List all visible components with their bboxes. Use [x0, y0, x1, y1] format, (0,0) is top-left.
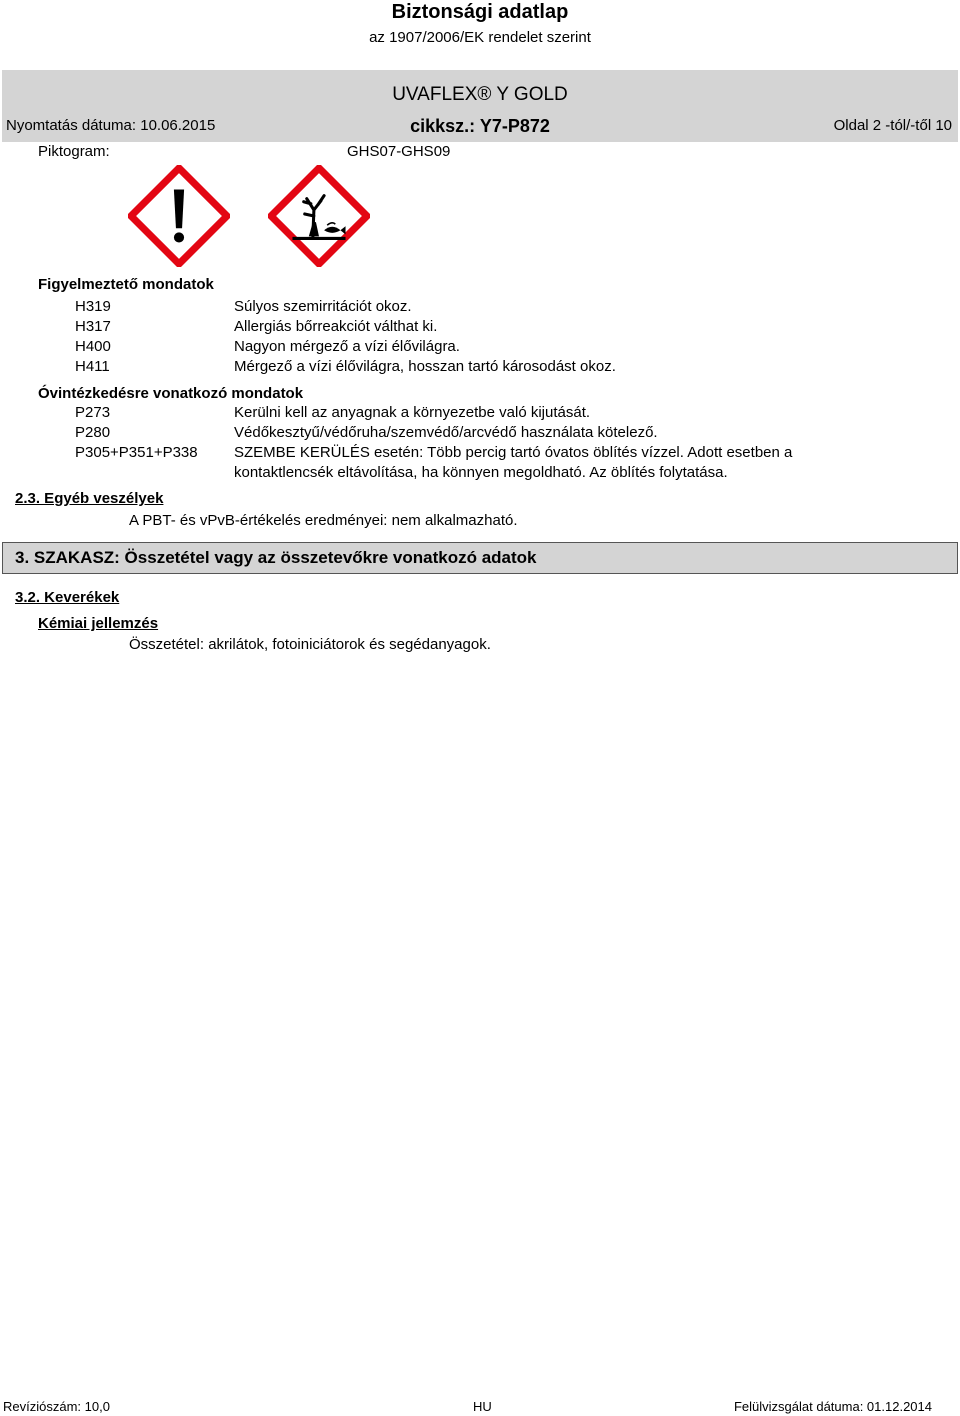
- exclamation-mark-icon: [128, 165, 230, 267]
- print-date: Nyomtatás dátuma: 10.06.2015: [6, 117, 216, 134]
- hazard-text: Allergiás bőrreakciót válthat ki.: [234, 318, 438, 335]
- pictogram-codes: GHS07-GHS09: [347, 143, 451, 160]
- product-name: UVAFLEX® Y GOLD: [392, 84, 568, 105]
- precaution-code: P305+P351+P338: [75, 444, 198, 461]
- other-hazards-text: A PBT- és vPvB-értékelés eredményei: nem alkalmazható.: [129, 512, 518, 529]
- page-number: Oldal 2 -tól/-től 10: [833, 117, 952, 134]
- other-hazards-heading: 2.3. Egyéb veszélyek: [15, 490, 164, 507]
- precaution-text: SZEMBE KERÜLÉS esetén: Több percig tartó óvatos öblítés vízzel. Adott esetben a: [234, 444, 793, 461]
- hazard-text: Nagyon mérgező a vízi élővilágra.: [234, 338, 460, 355]
- hazard-code: H411: [75, 358, 110, 375]
- review-date: Felülvizsgálat dátuma: 01.12.2014: [733, 1399, 932, 1414]
- precaution-code: P280: [75, 424, 111, 441]
- precautionary-statements-heading: Óvintézkedésre vonatkozó mondatok: [38, 385, 304, 402]
- environment-icon: [268, 165, 370, 267]
- section-3-title: 3. SZAKASZ: Összetétel vagy az összetevőkre vonatkozó adatok: [15, 548, 537, 567]
- hazard-text: Mérgező a vízi élővilágra, hosszan tartó károsodást okoz.: [234, 358, 616, 375]
- article-number: cikksz.: Y7-P872: [410, 116, 550, 136]
- document-title: Biztonsági adatlap: [391, 1, 569, 23]
- precaution-code: P273: [75, 404, 111, 421]
- hazard-statements-heading: Figyelmeztető mondatok: [38, 276, 214, 293]
- hazard-text: Súlyos szemirritációt okoz.: [234, 298, 412, 315]
- hazard-code: H319: [75, 298, 111, 315]
- hazard-code: H317: [75, 318, 111, 335]
- document-subtitle: az 1907/2006/EK rendelet szerint: [369, 29, 591, 46]
- chemical-characterization-text: Összetétel: akrilátok, fotoiniciátorok és segédanyagok.: [129, 636, 491, 653]
- hazard-code: H400: [75, 338, 111, 355]
- revision-number: Revíziószám: 10,0: [3, 1399, 110, 1414]
- precaution-text: Védőkesztyű/védőruha/szemvédő/arcvédő használata kötelező.: [234, 424, 658, 441]
- chemical-characterization-heading: Kémiai jellemzés: [38, 615, 159, 632]
- mixtures-heading: 3.2. Keverékek: [15, 589, 120, 606]
- pictogram-label: Piktogram:: [38, 143, 110, 160]
- precaution-text: Kerülni kell az anyagnak a környezetbe való kijutását.: [234, 404, 591, 421]
- language-code: HU: [473, 1399, 492, 1414]
- precaution-text-continued: kontaktlencsék eltávolítása, ha könnyen megoldható. Az öblítés folytatása.: [234, 464, 728, 481]
